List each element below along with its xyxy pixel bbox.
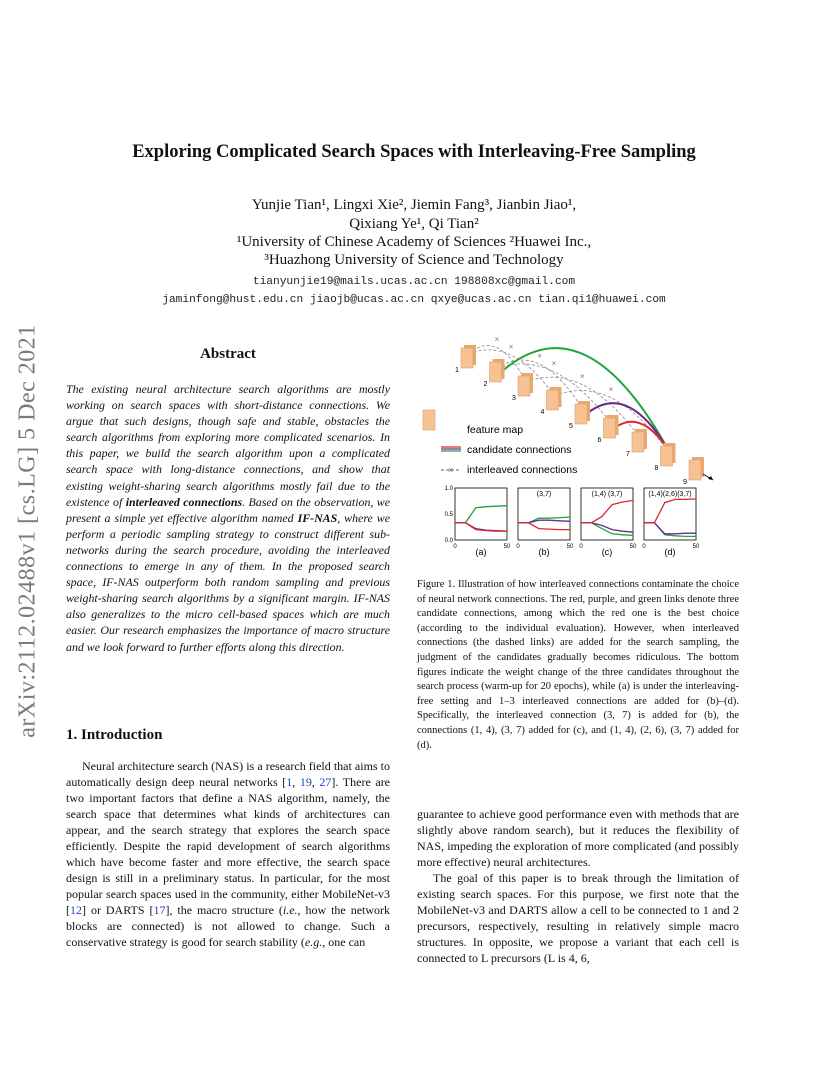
node-label: 3 — [512, 395, 516, 402]
legend-interleaved-connections: interleaved connections — [467, 464, 578, 476]
figure-legend — [423, 410, 577, 476]
node-label: 5 — [569, 423, 573, 430]
chart-frame — [455, 488, 507, 540]
feature-map-block — [661, 446, 673, 466]
node-label: 6 — [597, 437, 602, 444]
chart-series-line — [581, 501, 633, 523]
figure-1-svg — [417, 336, 739, 568]
x-tick-label: 0 — [579, 544, 583, 550]
chart-series-line — [518, 523, 570, 530]
y-tick-label: 0.0 — [444, 538, 453, 544]
introduction-heading: 1. Introduction — [66, 727, 163, 743]
weight-charts — [445, 486, 700, 557]
feature-map-block — [689, 460, 701, 480]
citation-link[interactable]: 17 — [153, 903, 166, 917]
node-label: 1 — [455, 367, 459, 374]
citation-link[interactable]: 12 — [70, 903, 82, 917]
chart-series-line — [644, 523, 696, 534]
chart-annotation: (1,4)(2,6)(3,7) — [648, 491, 692, 498]
cross-icon: × — [508, 342, 514, 352]
feature-map-block — [490, 362, 502, 382]
citation-link[interactable]: 27 — [319, 775, 332, 789]
emails-line-1: tianyunjie19@mails.ucas.ac.cn 198808xc@gmail.com — [252, 276, 576, 288]
node-label: 8 — [654, 465, 659, 472]
feature-map-block — [632, 432, 644, 452]
chart-series-line — [455, 523, 507, 531]
abstract-bold-term: interleaved connections — [125, 494, 243, 509]
feature-map-block — [547, 390, 559, 410]
abstract-bold-method: IF-NAS — [297, 510, 338, 525]
right-column-text: guarantee to achieve good performance even with methods that are slightly above random search), but it reduces the flexibility of NAS, impeding the exploration of more complicated (and possibly more effective) neural architectures. The goal of this paper is to break through the limitation of existing search spaces. For this purpose, we first note that the MobileNet-v3 and DARTS allow a cell to be connected to 1 and 2 precursors, respectively, resulting in relatively simple macro structures. In opposite, we propose a variant that each cell is connected to L precursors (L is 4, 6, — [417, 807, 739, 965]
cross-icon: × — [537, 351, 542, 361]
weight-chart — [445, 486, 511, 557]
authors-line-2: Qixiang Ye¹, Qi Tian² — [349, 216, 479, 232]
legend-feature-map: feature map — [467, 424, 524, 436]
affiliation-2: ³Huazhong University of Science and Technology — [264, 252, 564, 268]
affiliation-1: ¹University of Chinese Academy of Sciences ²Huawei Inc., — [236, 234, 592, 250]
weight-chart — [642, 488, 700, 557]
chart-annotation: (1,4) (3,7) — [591, 491, 623, 498]
x-tick-label: 50 — [629, 544, 637, 550]
node-label: 7 — [626, 451, 630, 458]
cross-icon: × — [448, 465, 454, 475]
node-label: 2 — [483, 381, 488, 388]
x-tick-label: 50 — [503, 544, 511, 550]
x-tick-label: 0 — [453, 544, 457, 550]
abstract-heading: Abstract — [200, 346, 256, 362]
introduction-paragraph: Neural architecture search (NAS) is a research field that aims to automatically design deep neural networks [1, 19, 27]. There are two important factors that define a NAS algorithm, namely, the search space that determines what kinds of architectures can appear, and the search strategy that explores the search space efficiently. Despite the rapid development of search algorithms which have become faster and more effective, the search space design is still in a preliminary status. In particular, for the most popular search spaces used in the community, either MobileNet-v3 [12] or DARTS [17], the macro structure (i.e., how the network blocks are connected) is not allowed to change. Such a conservative strategy is good for search stability (e.g., one can — [66, 759, 391, 949]
figure-1 — [417, 336, 739, 573]
cross-icon: × — [580, 372, 585, 381]
legend-candidate-connections: candidate connections — [467, 444, 572, 456]
y-tick-label: 0.5 — [444, 512, 453, 518]
feature-map-block — [461, 348, 473, 368]
x-tick-label: 50 — [692, 544, 700, 550]
candidate-connection — [589, 403, 671, 454]
x-tick-label: 0 — [642, 544, 646, 550]
abstract-text: The existing neural architecture search algorithms are mostly working on search spaces with short-distance connections. We argue that such designs, though safe and stable, obstacles the search algorithms from exploring more complicated scenarios. In this paper, we build the search algorithm upon a complicated search space with long-distance connections, and show that existing weight-sharing search algorithms mostly fail due to the existence of interleaved connections. Based on the observation, we present a simple yet effective algorithm named IF-NAS, where we perform a periodic sampling strategy to construct different sub-networks during the search procedure, avoiding the interleaved connections to emerge in any of them. In the proposed search space, IF-NAS outperform both random sampling and previous weight-sharing search algorithms by a significant margin. IF-NAS also generalizes to the micro cell-based spaces which are much easier. Our research emphasizes the importance of macro structure and we look forward to further efforts along this direction. — [66, 382, 391, 654]
node-label: 4 — [540, 409, 545, 416]
interleaved-connection — [498, 360, 584, 410]
chart-label: (a) — [475, 547, 487, 557]
weight-chart — [516, 488, 574, 557]
chart-label: (b) — [538, 547, 550, 557]
x-tick-label: 0 — [516, 544, 520, 550]
chart-annotation: (3,7) — [536, 491, 552, 498]
chart-label: (c) — [601, 547, 613, 557]
citation-link[interactable]: 1 — [286, 775, 293, 789]
feature-map-block — [518, 376, 530, 396]
weight-chart — [579, 488, 637, 557]
chart-series-line — [455, 506, 507, 523]
cross-icon: × — [551, 359, 557, 368]
chart-series-line — [644, 499, 696, 523]
chart-label: (d) — [664, 547, 676, 557]
chart-series-line — [581, 523, 633, 536]
feature-map-block — [604, 418, 616, 438]
cross-icon: × — [608, 385, 614, 394]
y-tick-label: 1.0 — [444, 486, 453, 492]
paper-title: Exploring Complicated Search Spaces with Interleaving-Free Sampling — [132, 142, 696, 162]
figure-caption: Figure 1. Illustration of how interleaved connections contaminate the choice of neural network connections. The red, purple, and green links denote three candidate connections, among which the red one is the best choice (according to the individual evaluation). However, when interleaved connections (the dashed links) are added for the search sampling, the judgment of the candidates gradually becomes ridiculous. The bottom figures indicate the weight change of the three candidates throughout the search process (warm-up for 20 epochs), while (a) is under the interleaving-free setting and 1–3 interleaved connections are added for (b)–(d). Specifically, the interleaved connection (3, 7) is added for (b), the connections (1, 4), (3, 7) added for (c), and (1, 4), (2, 6), (3, 7) added for (d). — [417, 579, 739, 751]
arxiv-identifier: arXiv:2112.02488v1 [cs.LG] 5 Dec 2021 — [14, 324, 41, 738]
feature-map-legend-icon — [423, 410, 435, 430]
node-label: 9 — [683, 479, 687, 486]
emails-line-2: jaminfong@hust.edu.cn jiaojb@ucas.ac.cn qxye@ucas.ac.cn tian.qi1@huawei.com — [162, 294, 666, 306]
x-tick-label: 50 — [566, 544, 574, 550]
authors-line-1: Yunjie Tian¹, Lingxi Xie², Jiemin Fang³, Jianbin Jiao¹, — [251, 197, 577, 213]
cross-icon: × — [494, 336, 500, 344]
citation-link[interactable]: 19 — [299, 775, 312, 789]
feature-map-block — [575, 404, 587, 424]
